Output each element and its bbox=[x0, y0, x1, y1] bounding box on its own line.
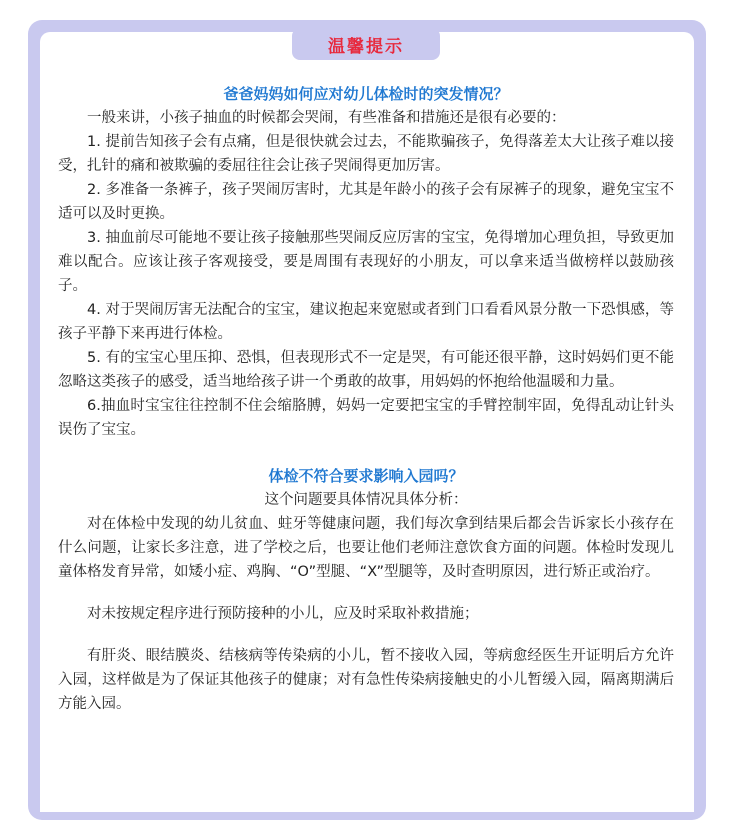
section-admission bbox=[58, 464, 674, 716]
section2-paragraph: 对未按规定程序进行预防接种的小儿，应及时采取补救措施； bbox=[87, 606, 479, 622]
section1-heading: 爸爸妈妈如何应对幼儿体检时的突发情况？ bbox=[223, 85, 509, 103]
section2-subheading: 这个问题要具体情况具体分析： bbox=[264, 492, 468, 508]
section2-heading: 体检不符合要求影响入园吗？ bbox=[268, 467, 464, 485]
list-item: 3. 抽血前尽可能地不要让孩子接触那些哭闹反应厉害的宝宝，免得增加心理负担，导致更加难以配合。应该让孩子客观接受，要是周围有表现好的小朋友，可以拿来适当做榜样以鼓励孩子。 bbox=[58, 230, 674, 294]
article bbox=[58, 82, 674, 716]
list-item: 4. 对于哭闹厉害无法配合的宝宝，建议抱起来宽慰或者到门口看看风景分散一下恐惧感，等孩子平静下来再进行体检。 bbox=[58, 302, 674, 342]
section2-paragraph: 对在体检中发现的幼儿贫血、蛀牙等健康问题，我们每次拿到结果后都会告诉家长小孩存在什么问题，让家长多注意，进了学校之后，也要让他们老师注意饮食方面的问题。体检时发现儿童体格发育异常，如矮小症、鸡胸、“O”型腿、“X”型腿等，及时查明原因，进行矫正或治疗。 bbox=[58, 516, 674, 580]
list-item: 2. 多准备一条裤子，孩子哭闹厉害时，尤其是年龄小的孩子会有尿裤子的现象，避免宝宝不适可以及时更换。 bbox=[58, 182, 674, 222]
list-item: 5. 有的宝宝心里压抑、恐惧，但表现形式不一定是哭，有可能还很平静，这时妈妈们更不能忽略这类孩子的感受，适当地给孩子讲一个勇敢的故事，用妈妈的怀抱给他温暖和力量。 bbox=[58, 350, 674, 390]
list-item: 6.抽血时宝宝往往控制不住会缩胳膊，妈妈一定要把宝宝的手臂控制牢固，免得乱动让针头误伤了宝宝。 bbox=[58, 398, 674, 438]
tab-title: 温馨提示 bbox=[292, 28, 440, 60]
section2-paragraph: 有肝炎、眼结膜炎、结核病等传染病的小儿，暂不接收入园，等病愈经医生开证明后方允许入园，这样做是为了保证其他孩子的健康；对有急性传染病接触史的小儿暂缓入园，隔离期满后方能入园。 bbox=[58, 648, 674, 712]
section1-intro: 一般来讲，小孩子抽血的时候都会哭闹，有些准备和措施还是很有必要的： bbox=[87, 110, 566, 126]
section-coping bbox=[58, 82, 674, 442]
list-item: 1. 提前告知孩子会有点痛，但是很快就会过去，不能欺骗孩子，免得落差太大让孩子难以接受，扎针的痛和被欺骗的委屈往往会让孩子哭闹得更加厉害。 bbox=[58, 134, 674, 174]
